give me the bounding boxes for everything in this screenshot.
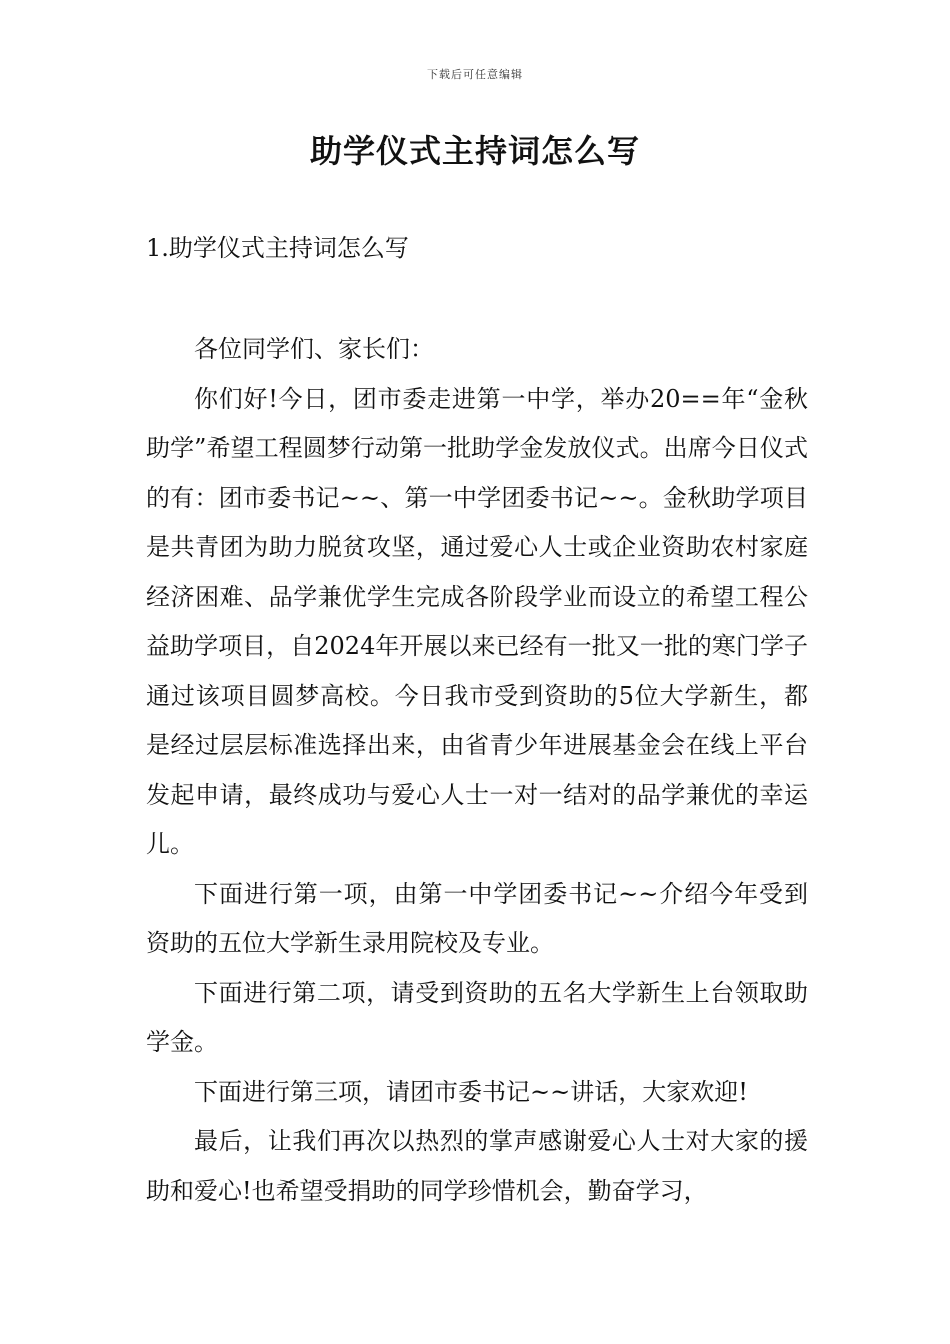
paragraph-item-two: 下面进行第二项，请受到资助的五名大学新生上台领取助学金。 [146, 978, 808, 1056]
paragraph-closing: 最后，让我们再次以热烈的掌声感谢爱心人士对大家的援助和爱心!也希望受捐助的同学珍惜机会，勤奋学习， [146, 1127, 808, 1205]
paragraph-greeting: 各位同学们、家长们： [194, 335, 434, 363]
paragraph-introduction: 你们好!今日，团市委走进第一中学，举办20==年“金秋助学”希望工程圆梦行动第一批助学金发放仪式。出席今日仪式的有：团市委书记~~、第一中学团委书记~~。金秋助学项目是共青团为助力脱贫攻坚，通过爱心人士或企业资助农村家庭经济困难、品学兼优学生完成各阶段学业而设立的希望工程公益助学项目，自2024年开展以来已经有一批又一批的寒门学子通过该项目圆梦高校。今日我市受到资助的5位大学新生，都是经过层层标准选择出来，由省青少年进展基金会在线上平台发起申请，最终成功与爱心人士一对一结对的品学兼优的幸运儿。 [146, 384, 808, 858]
paragraph-item-three: 下面进行第三项，请团市委书记~~讲话，大家欢迎! [194, 1077, 748, 1106]
document-title: 助学仪式主持词怎么写 [309, 132, 640, 170]
header-note: 下载后可任意编辑 [427, 68, 523, 81]
section-heading: 1.助学仪式主持词怎么写 [146, 234, 409, 262]
paragraph-item-one: 下面进行第一项，由第一中学团委书记~~介绍今年受到资助的五位大学新生录用院校及专业。 [146, 879, 808, 957]
document-body [146, 325, 808, 1216]
